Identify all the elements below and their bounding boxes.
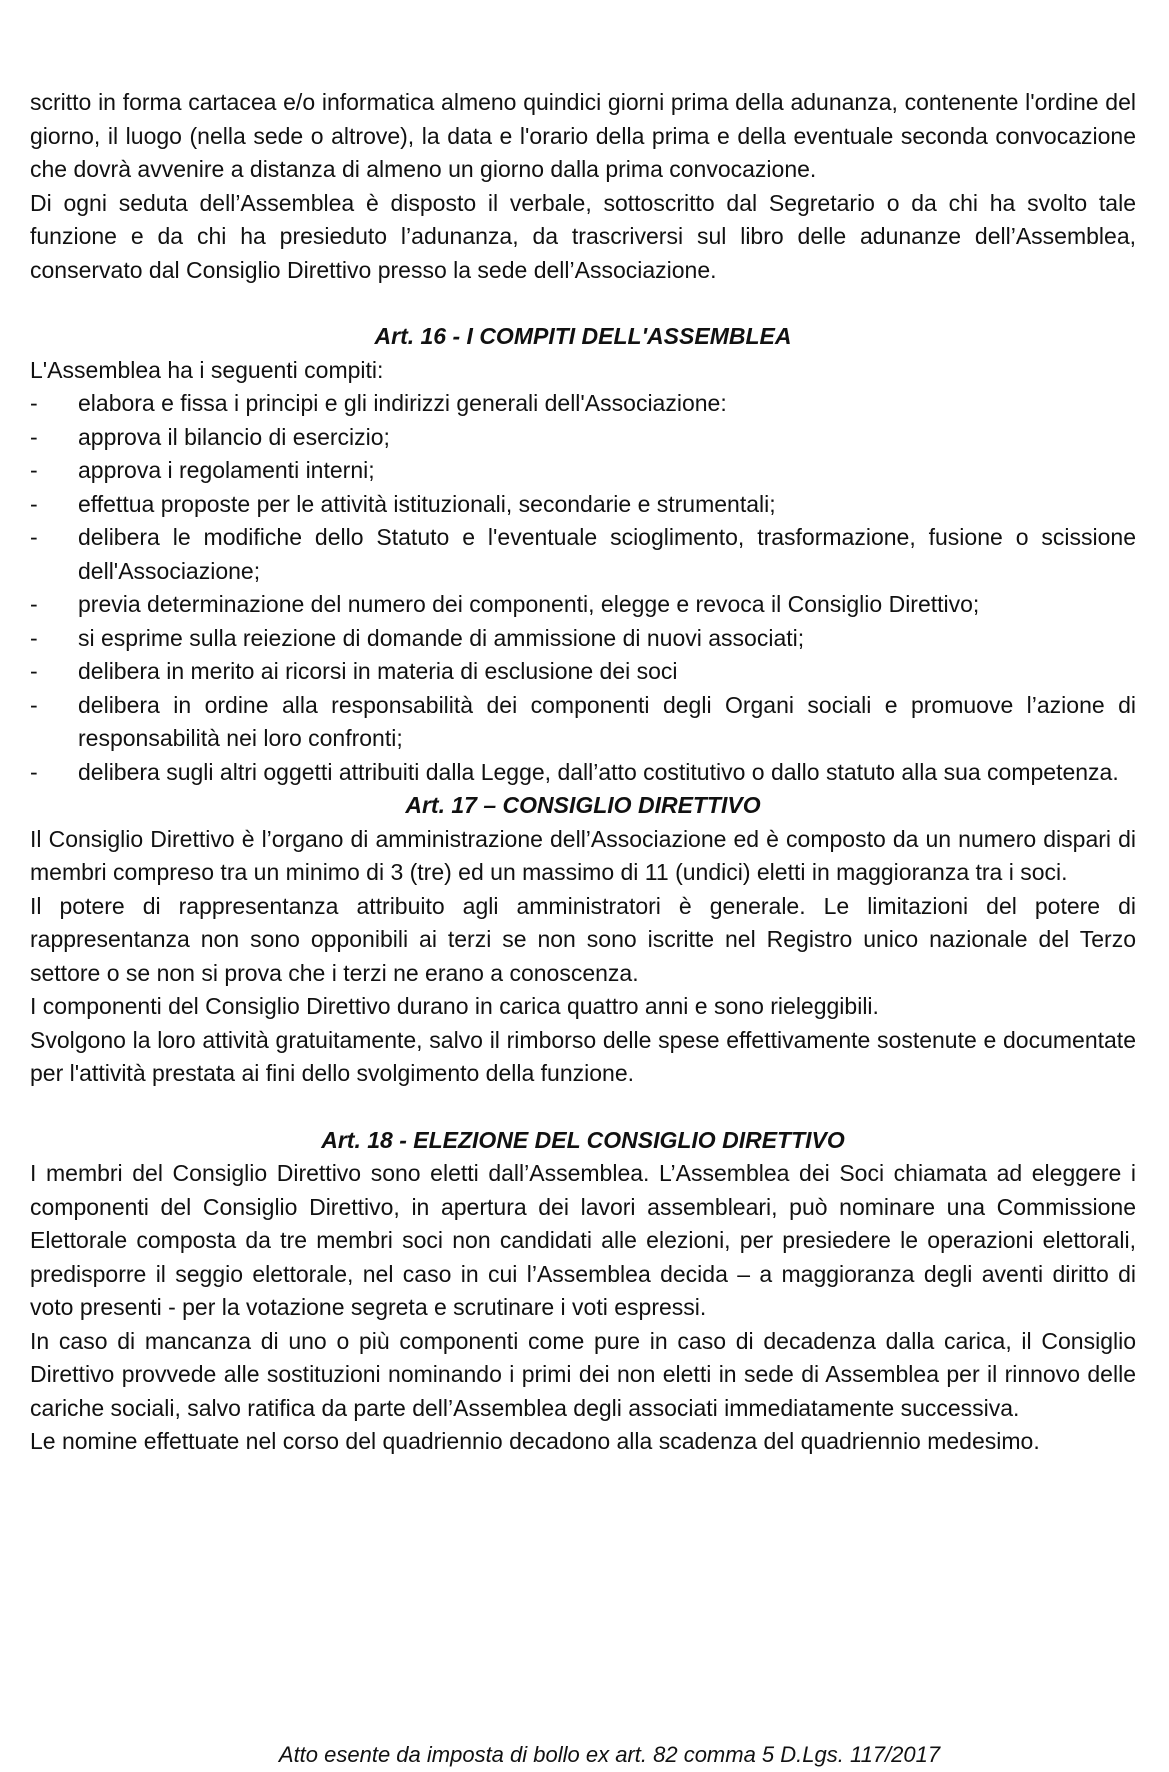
art17-paragraph-3: I componenti del Consiglio Direttivo durano in carica quattro anni e sono rieleggibili.	[30, 993, 879, 1019]
list-item: - delibera in ordine alla responsabilità dei componenti degli Organi sociali e promuove l’azione di responsabilità nei loro confronti;	[30, 689, 1136, 756]
list-item: - delibera sugli altri oggetti attribuiti dalla Legge, dall’atto costitutivo o dallo statuto alla sua competenza.	[30, 756, 1136, 790]
list-item: - delibera le modifiche dello Statuto e l'eventuale scioglimento, trasformazione, fusione o scissione dell'Associazione;	[30, 521, 1136, 588]
art17-paragraph-4: Svolgono la loro attività gratuitamente, salvo il rimborso delle spese effettivamente sostenute e documentate per l'attività prestata ai fini dello svolgimento della funzione.	[30, 1026, 1136, 1086]
art16-heading: Art. 16 - I COMPITI DELL'ASSEMBLEA	[374, 323, 792, 349]
page-footer: Atto esente da imposta di bollo ex art. 82 comma 5 D.Lgs. 117/2017	[278, 1742, 941, 1767]
spacer	[30, 287, 1136, 320]
art17-heading: Art. 17 – CONSIGLIO DIRETTIVO	[405, 792, 761, 818]
list-item: - approva i regolamenti interni;	[30, 454, 1136, 488]
art17-paragraph-1: Il Consiglio Direttivo è l’organo di amministrazione dell’Associazione ed è composto da un numero dispari di membri compreso tra un minimo di 3 (tre) ed un massimo di 11 (undici) eletti in maggioranza tra i soci.	[30, 825, 1136, 885]
spacer	[30, 1091, 1136, 1124]
list-item: - delibera in merito ai ricorsi in materia di esclusione dei soci	[30, 655, 1136, 689]
art18-paragraph-2: In caso di mancanza di uno o più componenti come pure in caso di decadenza dalla carica, il Consiglio Direttivo provvede alle sostituzioni nominando i primi dei non eletti in sede di Assemblea per il rinnovo delle cariche sociali, salvo ratifica da parte dell’Assemblea degli associati immediatamente successiva.	[30, 1327, 1136, 1421]
art17-paragraph-2: Il potere di rappresentanza attribuito agli amministratori è generale. Le limitazioni del potere di rappresentanza non sono opponibili ai terzi se non sono iscritte nel Registro unico nazionale del Terzo settore o se non si prova che i terzi ne erano a conoscenza.	[30, 892, 1136, 986]
document-body	[30, 86, 1136, 1459]
art16-intro: L'Assemblea ha i seguenti compiti:	[30, 356, 384, 383]
intro-paragraph-2: Di ogni seduta dell’Assemblea è disposto il verbale, sottoscritto dal Segretario o da chi ha svolto tale funzione e da chi ha presieduto l’adunanza, da trascriversi sul libro delle adunanze dell’Assemblea, conservato dal Consiglio Direttivo presso la sede dell’Associazione.	[30, 189, 1136, 283]
art16-list	[30, 387, 1136, 789]
list-item: - approva il bilancio di esercizio;	[30, 421, 1136, 455]
list-item: - previa determinazione del numero dei componenti, elegge e revoca il Consiglio Direttivo;	[30, 588, 1136, 622]
list-item: - elabora e fissa i principi e gli indirizzi generali dell'Associazione:	[30, 387, 1136, 421]
art18-paragraph-3: Le nomine effettuate nel corso del quadriennio decadono alla scadenza del quadriennio medesimo.	[30, 1428, 1040, 1454]
art18-paragraph-1: I membri del Consiglio Direttivo sono eletti dall’Assemblea. L’Assemblea dei Soci chiamata ad eleggere i componenti del Consiglio Direttivo, in apertura dei lavori assembleari, può nominare una Commissione Elettorale composta da tre membri soci non candidati alle elezioni, per presiedere le operazioni elettorali, predisporre il seggio elettorale, nel caso in cui l’Assemblea decida – a maggioranza degli aventi diritto di voto presenti - per la votazione segreta e scrutinare i voti espressi.	[30, 1160, 1136, 1320]
list-item: - si esprime sulla reiezione di domande di ammissione di nuovi associati;	[30, 622, 1136, 656]
list-item: - effettua proposte per le attività istituzionali, secondarie e strumentali;	[30, 488, 1136, 522]
art18-heading: Art. 18 - ELEZIONE DEL CONSIGLIO DIRETTIVO	[321, 1126, 845, 1153]
intro-paragraph-1: scritto in forma cartacea e/o informatica almeno quindici giorni prima della adunanza, contenente l'ordine del giorno, il luogo (nella sede o altrove), la data e l'orario della prima e della eventuale seconda convocazione che dovrà avvenire a distanza di almeno un giorno dalla prima convocazione.	[30, 89, 1136, 182]
